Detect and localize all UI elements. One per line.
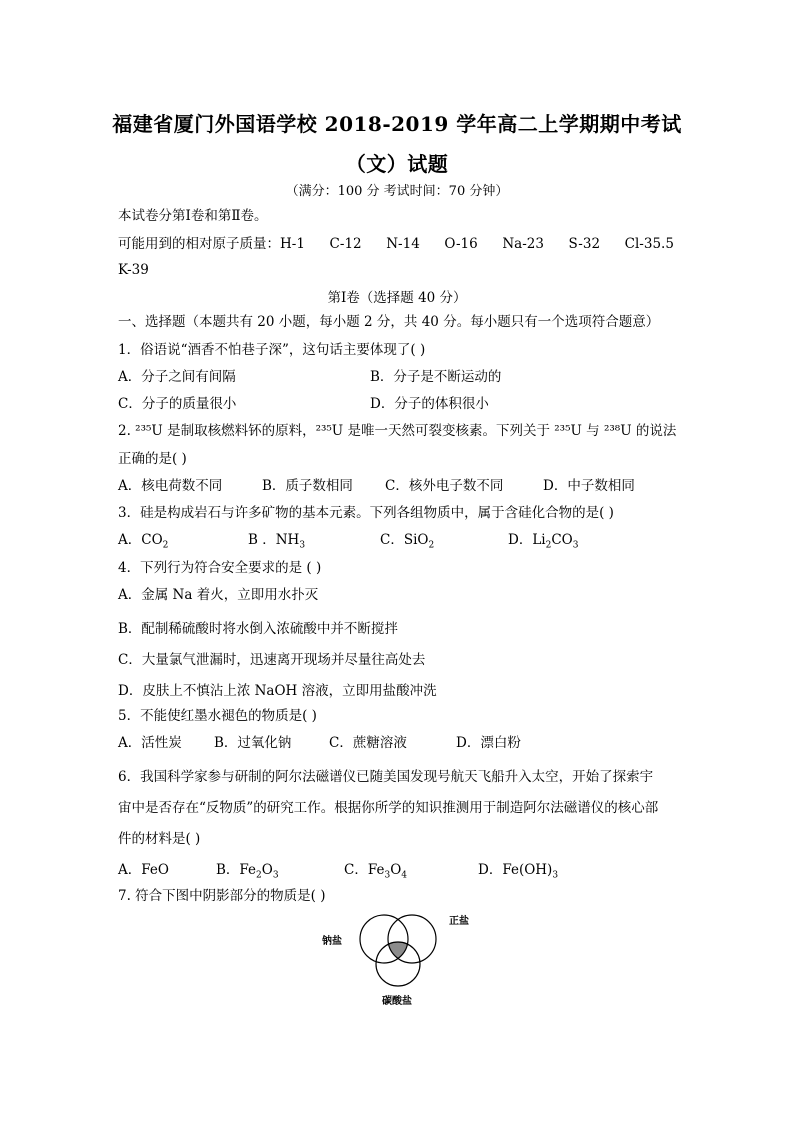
masses-label: 可能用到的相对原子质量：H-1 <box>118 236 305 252</box>
q2-option-b: B．质子数相同 <box>262 478 353 494</box>
q2-option-a: A．核电荷数不同 <box>118 478 223 494</box>
mass-item: Na-23 <box>502 236 544 252</box>
q1-option-d: D．分子的体积很小 <box>370 396 489 412</box>
q6-option-a: A．FeO <box>118 862 169 878</box>
q5-option-b: B．过氧化钠 <box>214 735 292 751</box>
section-instructions: 一、选择题（本题共有 20 小题，每小题 2 分，共 40 分。每小题只有一个选项符合题意） <box>118 314 660 330</box>
section-heading: 第Ⅰ卷（选择题 40 分） <box>327 290 467 306</box>
q6-stem-line3: 件的材料是( ) <box>118 831 201 847</box>
q5-option-c: C．蔗糖溶液 <box>329 735 407 751</box>
q5-option-a: A．活性炭 <box>118 735 182 751</box>
q6-option-d: D．$Fe(OH)_3$ <box>478 862 559 881</box>
exam-title-subject: （文）试题 <box>345 152 449 176</box>
q4-option-d: D．皮肤上不慎沾上浓 NaOH 溶液，立即用盐酸冲洗 <box>118 683 437 699</box>
q6-stem-line1: 6．我国科学家参与研制的阿尔法磁谱仪已随美国发现号航天飞船升入太空，开始了探索宇 <box>118 769 654 785</box>
q6-stem-line2: 宙中是否存在“反物质”的研究工作。根据你所学的知识推测用于制造阿尔法磁谱仪的核心部 <box>118 800 659 816</box>
venn-circle-sodium-salt <box>360 915 408 963</box>
exam-title: 福建省厦门外国语学校 2018-2019 学年高二上学期期中考试 <box>112 112 682 136</box>
q1-option-b: B．分子是不断运动的 <box>370 369 502 385</box>
venn-label-left: 钠盐 <box>322 936 342 947</box>
q3-option-c: C．SiO$_2$ <box>380 532 435 551</box>
q4-option-b: B．配制稀硫酸时将水倒入浓硫酸中并不断搅拌 <box>118 621 398 637</box>
q4-option-c: C．大量氯气泄漏时，迅速离开现场并尽量往高处去 <box>118 652 426 668</box>
mass-item: N-14 <box>386 236 420 252</box>
q5-option-d: D．漂白粉 <box>456 735 521 751</box>
q6-option-c: C．$Fe_3O_4$ <box>344 862 407 881</box>
q3-option-d: D．$Li_2CO_3$ <box>508 532 579 551</box>
q6-option-b: B．$Fe_2O_3$ <box>216 862 279 881</box>
q5-stem: 5．不能使红墨水褪色的物质是( ) <box>118 708 317 724</box>
q4-stem: 4．下列行为符合安全要求的是 ( ) <box>118 560 322 576</box>
q2-stem-line1: 2. ²³⁵U 是制取核燃料钚的原料，²³⁵U 是唯一天然可裂变核素。下列关于 ²³⁵U 与 ²³⁸U 的说法 <box>118 423 677 439</box>
paper-composition: 本试卷分第Ⅰ卷和第Ⅱ卷。 <box>118 208 268 224</box>
venn-circle-normal-salt <box>388 915 436 963</box>
atomic-masses <box>118 235 674 253</box>
q2-option-c: C．核外电子数不同 <box>385 478 504 494</box>
mass-item-k: K-39 <box>118 262 149 278</box>
mass-item: C-12 <box>329 236 362 252</box>
venn-label-bottom: 碳酸盐 <box>382 996 412 1007</box>
q3-stem: 3．硅是构成岩石与许多矿物的基本元素。下列各组物质中，属于含硅化合物的是( ) <box>118 505 614 521</box>
q2-option-d: D．中子数相同 <box>543 478 635 494</box>
q4-option-a: A．金属 Na 着火，立即用水扑灭 <box>118 587 319 603</box>
q1-option-c: C．分子的质量很小 <box>118 396 237 412</box>
mass-item: S-32 <box>568 236 601 252</box>
exam-meta: （满分：100 分 考试时间：70 分钟） <box>285 184 509 199</box>
q7-stem: 7. 符合下图中阴影部分的物质是( ) <box>118 888 326 904</box>
venn-label-right: 正盐 <box>449 916 469 927</box>
q3-option-b: B ．$NH_3$ <box>248 532 306 551</box>
mass-item: O-16 <box>444 236 478 252</box>
venn-diagram <box>318 908 478 1008</box>
q3-option-a: A．$CO_2$ <box>118 532 169 551</box>
q2-stem-line2: 正确的是( ) <box>118 451 187 467</box>
mass-item: Cl-35.5 <box>624 236 674 252</box>
q1-option-a: A．分子之间有间隔 <box>118 369 236 385</box>
q1-stem: 1．俗语说“酒香不怕巷子深”，这句话主要体现了( ) <box>118 342 426 358</box>
